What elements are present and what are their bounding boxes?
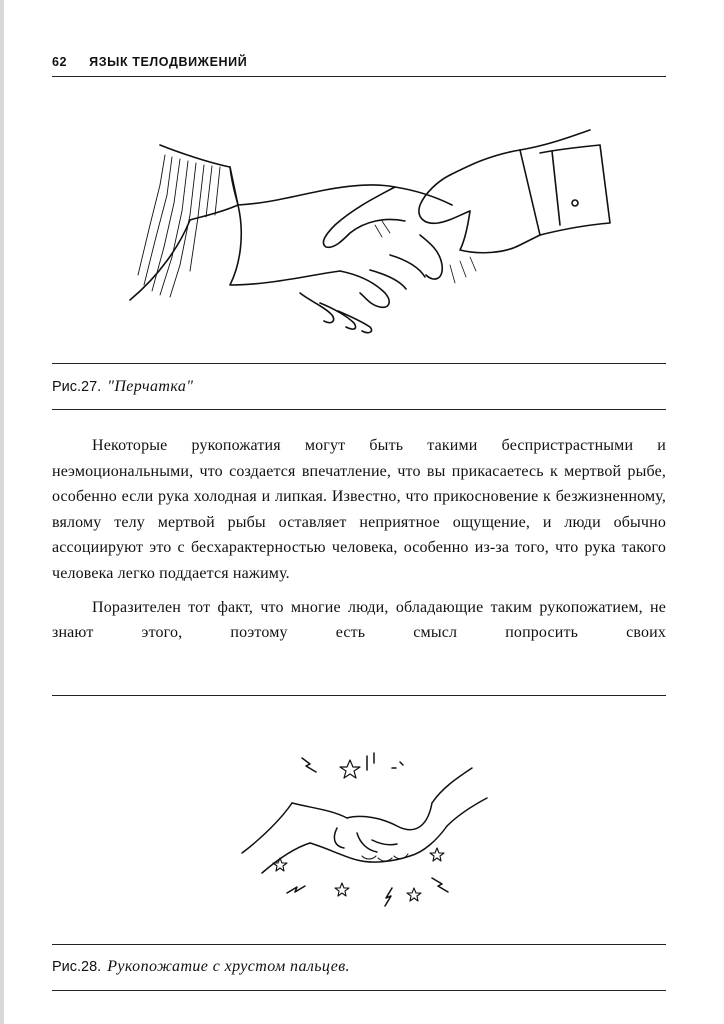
figure28-title: Рукопожатие с хрустом пальцев. bbox=[107, 958, 350, 975]
figure27-bottom-rule bbox=[52, 409, 666, 410]
figure28-top-rule bbox=[52, 695, 666, 696]
figure27-caption bbox=[52, 378, 193, 396]
handshake-glove-illustration bbox=[120, 125, 620, 340]
paragraph-1: Некоторые рукопожатия могут быть такими беспристрастными и неэмоциональными, что создается впечатление, что вы прикасаетесь к мертвой рыбе, особенно если рука холодная и липкая. Известно, что прикосновение к безжизненному, вялому телу мертвой рыбы оставляет неприятное ощущение, и люди обычно ассоциируют это с бесхарактерностью человека, особенно из-за того, что рука такого человека легко поддается нажиму. bbox=[52, 437, 666, 582]
body-text bbox=[52, 433, 666, 646]
page-number: 62 bbox=[52, 55, 68, 69]
figure28-caption bbox=[52, 958, 350, 976]
page-edge bbox=[0, 0, 4, 1024]
handshake-knuckle-crush-illustration bbox=[232, 748, 502, 913]
figure27-top-rule bbox=[52, 363, 666, 364]
header-rule bbox=[52, 76, 666, 77]
figure28-label: Рис.28. bbox=[52, 959, 102, 975]
running-header bbox=[52, 55, 666, 69]
figure27-label: Рис.27. bbox=[52, 379, 102, 395]
figure28-top-caption-rule bbox=[52, 944, 666, 945]
running-title: ЯЗЫК ТЕЛОДВИЖЕНИЙ bbox=[89, 55, 248, 69]
paragraph-2: Поразителен тот факт, что многие люди, обладающие таким рукопожатием, не знают этого, поэтому есть смысл попросить своих bbox=[52, 598, 666, 642]
figure27-title: "Перчатка" bbox=[107, 378, 194, 395]
figure28-bottom-rule bbox=[52, 990, 666, 991]
